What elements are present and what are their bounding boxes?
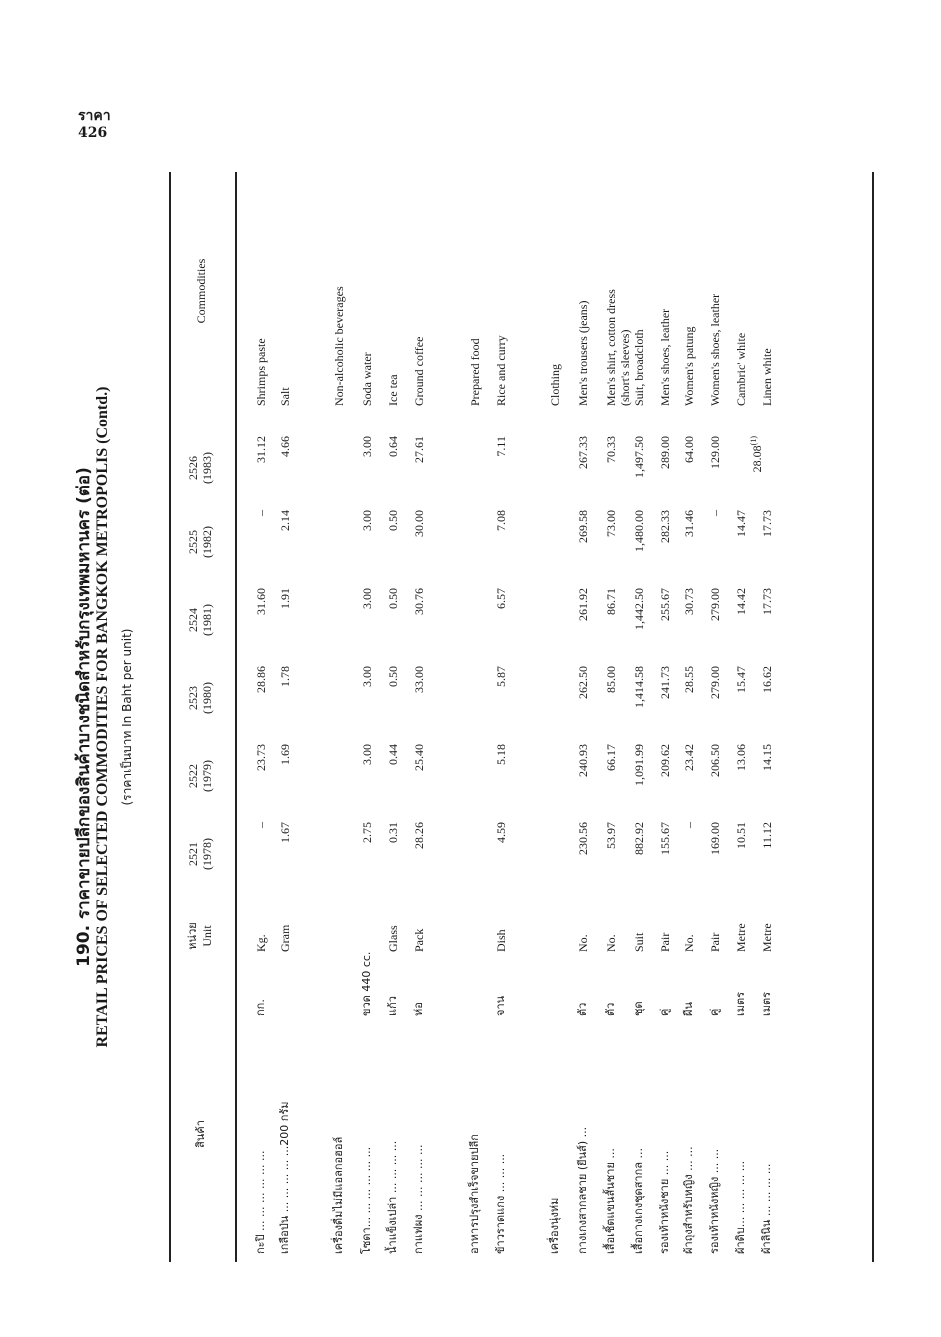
header-unit xyxy=(186,906,214,966)
price-value: – xyxy=(254,822,268,828)
price-value: 1,442.50 xyxy=(632,588,646,630)
price-value: 0.50 xyxy=(386,588,400,609)
price-value: 1.91 xyxy=(278,588,292,609)
footnote-mark: (1) xyxy=(749,436,758,446)
unit-english: Metre xyxy=(734,923,748,952)
price-value: 129.00 xyxy=(708,436,722,469)
price-value: 206.50 xyxy=(708,744,722,777)
price-value: 230.56 xyxy=(576,822,590,855)
price-value: 23.73 xyxy=(254,744,268,771)
table-subtitle: (ราคาเป็นบาท In Baht per unit) xyxy=(120,628,134,806)
price-value: 28.86 xyxy=(254,666,268,693)
unit-english: Kg. xyxy=(254,934,268,952)
top-rule xyxy=(169,172,171,1262)
price-value: 11.12 xyxy=(760,822,774,849)
price-value: 1,497.50 xyxy=(632,436,646,478)
price-value: 269.58 xyxy=(576,510,590,543)
commodity-thai: ผ้าถุงสำหรับหญิง ... ... xyxy=(682,1146,695,1254)
price-value: 27.61 xyxy=(412,436,426,463)
header-unit-thai: หน่วย xyxy=(186,922,199,950)
price-value: 7.08 xyxy=(494,510,508,531)
unit-thai: เมตร xyxy=(734,991,747,1016)
commodity-thai: เกลือป่น ... ... ... ... ...200 กรัม xyxy=(278,1101,291,1254)
price-value: 1,091.99 xyxy=(632,744,646,786)
price-value: 85.00 xyxy=(604,666,618,693)
commodity-thai: เสื้อกางเกงชุดสากล ... xyxy=(632,1148,645,1254)
price-value: 3.00 xyxy=(360,744,374,765)
price-value: 169.00 xyxy=(708,822,722,855)
header-year-ce: (1981) xyxy=(200,604,214,636)
header-year xyxy=(186,744,214,808)
price-value: 17.73 xyxy=(760,510,774,537)
price-value: 14.47 xyxy=(734,510,748,537)
price-value: 16.62 xyxy=(760,666,774,693)
price-value: 7.11 xyxy=(494,436,508,457)
unit-english: Pack xyxy=(412,928,426,952)
price-value: 5.87 xyxy=(494,666,508,687)
commodity-english: Women's patung xyxy=(682,326,696,406)
bottom-rule xyxy=(872,172,874,1262)
price-value: 31.46 xyxy=(682,510,696,537)
header-year xyxy=(186,822,214,886)
header-commodities: Commodities xyxy=(194,258,208,324)
price-value: 53.97 xyxy=(604,822,618,849)
price-value: 0.50 xyxy=(386,666,400,687)
commodity-english: Shrimps paste xyxy=(254,338,268,406)
price-value: 240.93 xyxy=(576,744,590,777)
price-value: 2.14 xyxy=(278,510,292,531)
price-value: 0.31 xyxy=(386,822,400,843)
unit-english: Suit xyxy=(632,932,646,952)
price-value: 0.64 xyxy=(386,436,400,457)
commodity-english: Men's trousers (jeans) xyxy=(576,300,590,406)
unit-thai: ขวด 440 cc. xyxy=(360,951,373,1016)
commodity-english: Suit, broadcloth xyxy=(632,329,646,406)
price-value: 31.12 xyxy=(254,436,268,463)
page-label-thai: ราคา xyxy=(78,108,111,124)
rotated-table xyxy=(70,172,880,1262)
price-value: 3.00 xyxy=(360,588,374,609)
price-value: 289.00 xyxy=(658,436,672,469)
price-value: 17.73 xyxy=(760,588,774,615)
header-year-be: 2526 xyxy=(186,456,200,480)
commodity-thai: ผ้าลินิน ... ... ... ... xyxy=(760,1163,773,1254)
price-value: 279.00 xyxy=(708,666,722,699)
price-value: 4.66 xyxy=(278,436,292,457)
price-value: 23.42 xyxy=(682,744,696,771)
group-heading-english: Clothing xyxy=(548,363,562,406)
price-value: 1.78 xyxy=(278,666,292,687)
price-value: 70.33 xyxy=(604,436,618,463)
price-value: 15.47 xyxy=(734,666,748,693)
page-number-value: 426 xyxy=(78,125,108,141)
price-value: 3.00 xyxy=(360,510,374,531)
price-value: 5.18 xyxy=(494,744,508,765)
unit-english: Dish xyxy=(494,929,508,952)
price-value: – xyxy=(254,510,268,516)
header-year xyxy=(186,510,214,574)
commodity-english: Rice and curry xyxy=(494,335,508,406)
commodity-thai: โซดา... ... ... ... ... ... xyxy=(360,1146,373,1254)
header-year-be: 2524 xyxy=(186,608,200,632)
price-value: 3.00 xyxy=(360,666,374,687)
group-heading-thai: เครื่องนุ่งห่ม xyxy=(548,1197,561,1254)
commodity-english: Women's shoes, leather xyxy=(708,293,722,406)
group-heading-thai: เครื่องดื่มไม่มีแอลกอฮอล์ xyxy=(332,1136,345,1254)
unit-english: No. xyxy=(682,934,696,952)
price-value: 64.00 xyxy=(682,436,696,463)
header-thai-commodity: สินค้า xyxy=(194,1120,207,1148)
header-year-ce: (1979) xyxy=(200,760,214,792)
commodity-thai: รองเท้าหนังชาย ... ... xyxy=(658,1150,671,1254)
unit-thai: ชุด xyxy=(632,1001,645,1016)
commodity-thai: เสื้อเชิ้ตแขนสั้นชาย ... xyxy=(604,1148,617,1254)
title-english: RETAIL PRICES OF SELECTED COMMODITIES FOR BANGKOK METROPOLIS (Contd.) xyxy=(94,386,111,1048)
commodity-english: Men's shirt, cotton dress xyxy=(604,289,618,406)
price-value: 13.06 xyxy=(734,744,748,771)
unit-thai: ผืน xyxy=(682,1002,695,1016)
header-year-be: 2521 xyxy=(186,842,200,866)
page-number xyxy=(78,108,111,142)
commodity-english: Soda water xyxy=(360,352,374,406)
unit-english: Gram xyxy=(278,924,292,952)
price-value: 31.60 xyxy=(254,588,268,615)
price-value: 0.50 xyxy=(386,510,400,531)
commodity-thai: กางเกงสากลชาย (ยีนส์) ... xyxy=(576,1126,589,1254)
price-value: 882.92 xyxy=(632,822,646,855)
price-value: 4.59 xyxy=(494,822,508,843)
unit-thai: ตัว xyxy=(576,1002,589,1016)
commodity-english-cont: (short's sleeves) xyxy=(618,329,632,406)
price-value: 14.42 xyxy=(734,588,748,615)
unit-thai: เมตร xyxy=(760,991,773,1016)
unit-english: No. xyxy=(576,934,590,952)
header-year-ce: (1980) xyxy=(200,682,214,714)
commodity-english: Linen white xyxy=(760,348,774,406)
unit-english: Glass xyxy=(386,925,400,952)
price-value: 28.55 xyxy=(682,666,696,693)
commodity-english: Men's shoes, leather xyxy=(658,308,672,406)
price-value: 262.50 xyxy=(576,666,590,699)
price-value: 255.67 xyxy=(658,588,672,621)
price-value: 1.67 xyxy=(278,822,292,843)
unit-thai: คู่ xyxy=(708,1008,721,1016)
price-value: 0.44 xyxy=(386,744,400,765)
commodity-thai: ผ้าดิบ... ... ... ... ... xyxy=(734,1160,747,1254)
merged-price-value: 28.08$^{(1)}$ xyxy=(749,436,764,473)
price-value: – xyxy=(682,822,696,828)
commodity-thai: กาแฟผง ... ... ... ... ... xyxy=(412,1144,425,1254)
unit-thai: กก. xyxy=(254,999,267,1016)
price-value: 30.76 xyxy=(412,588,426,615)
price-value: 28.26 xyxy=(412,822,426,849)
price-value: 10.51 xyxy=(734,822,748,849)
header-year-be: 2522 xyxy=(186,764,200,788)
price-value: 2.75 xyxy=(360,822,374,843)
commodity-english: Ground coffee xyxy=(412,336,426,406)
commodity-thai: รองเท้าหนังหญิง ... ... xyxy=(708,1148,721,1254)
header-unit-english: Unit xyxy=(200,925,214,947)
group-heading-english: Non-alcoholic beverages xyxy=(332,286,346,406)
price-value: 14.15 xyxy=(760,744,774,771)
commodity-thai: กะปิ ... ... ... ... ... ... xyxy=(254,1150,267,1254)
price-value: 6.57 xyxy=(494,588,508,609)
unit-thai: ตัว xyxy=(604,1002,617,1016)
unit-thai: แก้ว xyxy=(386,996,399,1016)
header-year-ce: (1983) xyxy=(200,452,214,484)
price-value: 30.00 xyxy=(412,510,426,537)
price-value: 261.92 xyxy=(576,588,590,621)
price-value: 279.00 xyxy=(708,588,722,621)
header-year-ce: (1978) xyxy=(200,838,214,870)
price-value: 209.62 xyxy=(658,744,672,777)
unit-english: Pair xyxy=(658,932,672,952)
price-value: 30.73 xyxy=(682,588,696,615)
commodity-english: Salt xyxy=(278,387,292,406)
price-value: 1,480.00 xyxy=(632,510,646,552)
price-value: 3.00 xyxy=(360,436,374,457)
unit-english: Pair xyxy=(708,932,722,952)
price-value: 282.33 xyxy=(658,510,672,543)
unit-english: No. xyxy=(604,934,618,952)
price-value: 66.17 xyxy=(604,744,618,771)
price-value: 267.33 xyxy=(576,436,590,469)
commodity-thai: ข้าวราดแกง ... ... ... xyxy=(494,1153,507,1254)
title-thai: 190. ราคาขายปลีกของสินค้าบางชนิดสำหรับกรุงเทพมหานคร (ต่อ) xyxy=(74,467,94,967)
price-value: 25.40 xyxy=(412,744,426,771)
price-value: 73.00 xyxy=(604,510,618,537)
commodity-english: Cambric' white xyxy=(734,332,748,406)
unit-thai: ห่อ xyxy=(412,1002,425,1016)
unit-thai: คู่ xyxy=(658,1008,671,1016)
price-value: 155.67 xyxy=(658,822,672,855)
header-year-be: 2525 xyxy=(186,530,200,554)
price-value: – xyxy=(708,510,722,516)
price-value: 1,414.58 xyxy=(632,666,646,708)
price-value: 86.71 xyxy=(604,588,618,615)
unit-thai: จาน xyxy=(494,995,507,1016)
header-year xyxy=(186,666,214,730)
header-year-be: 2523 xyxy=(186,686,200,710)
group-heading-english: Prepared food xyxy=(468,338,482,406)
header-year-ce: (1982) xyxy=(200,526,214,558)
header-year xyxy=(186,436,214,500)
commodity-english: Ice tea xyxy=(386,374,400,406)
header-year xyxy=(186,588,214,652)
price-value: 1.69 xyxy=(278,744,292,765)
unit-english: Metre xyxy=(760,923,774,952)
header-rule xyxy=(235,172,237,1262)
group-heading-thai: อาหารปรุงสำเร็จขายปลีก xyxy=(468,1134,481,1254)
price-value: 33.00 xyxy=(412,666,426,693)
price-value: 241.73 xyxy=(658,666,672,699)
commodity-thai: น้ำแข็งเปล่า ... ... ... ... xyxy=(386,1140,399,1254)
